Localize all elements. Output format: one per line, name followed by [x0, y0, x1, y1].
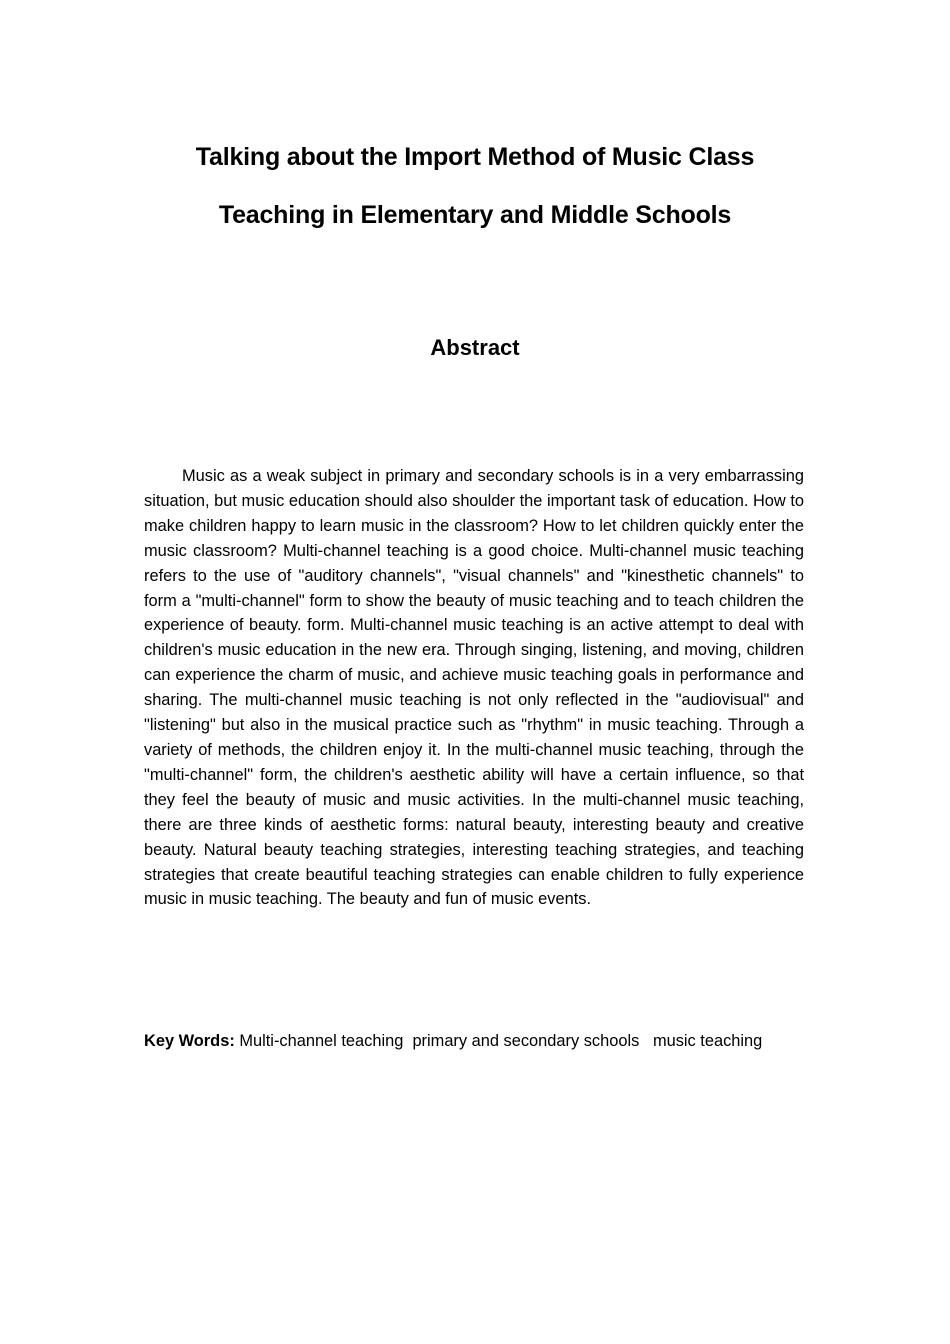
title-line-2: Teaching in Elementary and Middle Schools	[218, 201, 732, 229]
abstract-body: Music as a weak subject in primary and secondary schools is in a very embarrassing situation, but music education should also shoulder the important task of education. How to make children happy to learn music in the classroom? How to let children quickly enter the music classroom? Multi-channel teaching is a good choice. Multi-channel music teaching refers to the use of "auditory channels", "visual channels" and "kinesthetic channels" to form a "multi-channel" form to show the beauty of music teaching and to teach children the experience of beauty. form. Multi-channel music teaching is an active attempt to deal with children's music education in the new era. Through singing, listening, and moving, children can experience the charm of music, and achieve music teaching goals in performance and sharing. The multi-channel music teaching is not only reflected in the "audiovisual" and "listening" but also in the musical practice such as "rhythm" in music teaching. Through a variety of methods, the children enjoy it. In the multi-channel music teaching, through the "multi-channel" form, the children's aesthetic ability will have a certain influence, so that they feel the beauty of music and music activities. In the multi-channel music teaching, there are three kinds of aesthetic forms: natural beauty, interesting beauty and creative beauty. Natural beauty teaching strategies, interesting teaching strategies, and teaching strategies that create beautiful teaching strategies can enable children to fully experience music in music teaching. The beauty and fun of music events.	[144, 467, 804, 909]
keywords-label: Key Words:	[144, 1032, 235, 1050]
title-line-1: Talking about the Import Method of Music Class	[195, 143, 755, 171]
abstract-heading: Abstract	[430, 335, 520, 360]
keywords-line	[144, 1029, 844, 1054]
keywords-text: Multi-channel teaching primary and secondary schools music teaching	[234, 1032, 763, 1050]
paper-title	[0, 128, 950, 244]
